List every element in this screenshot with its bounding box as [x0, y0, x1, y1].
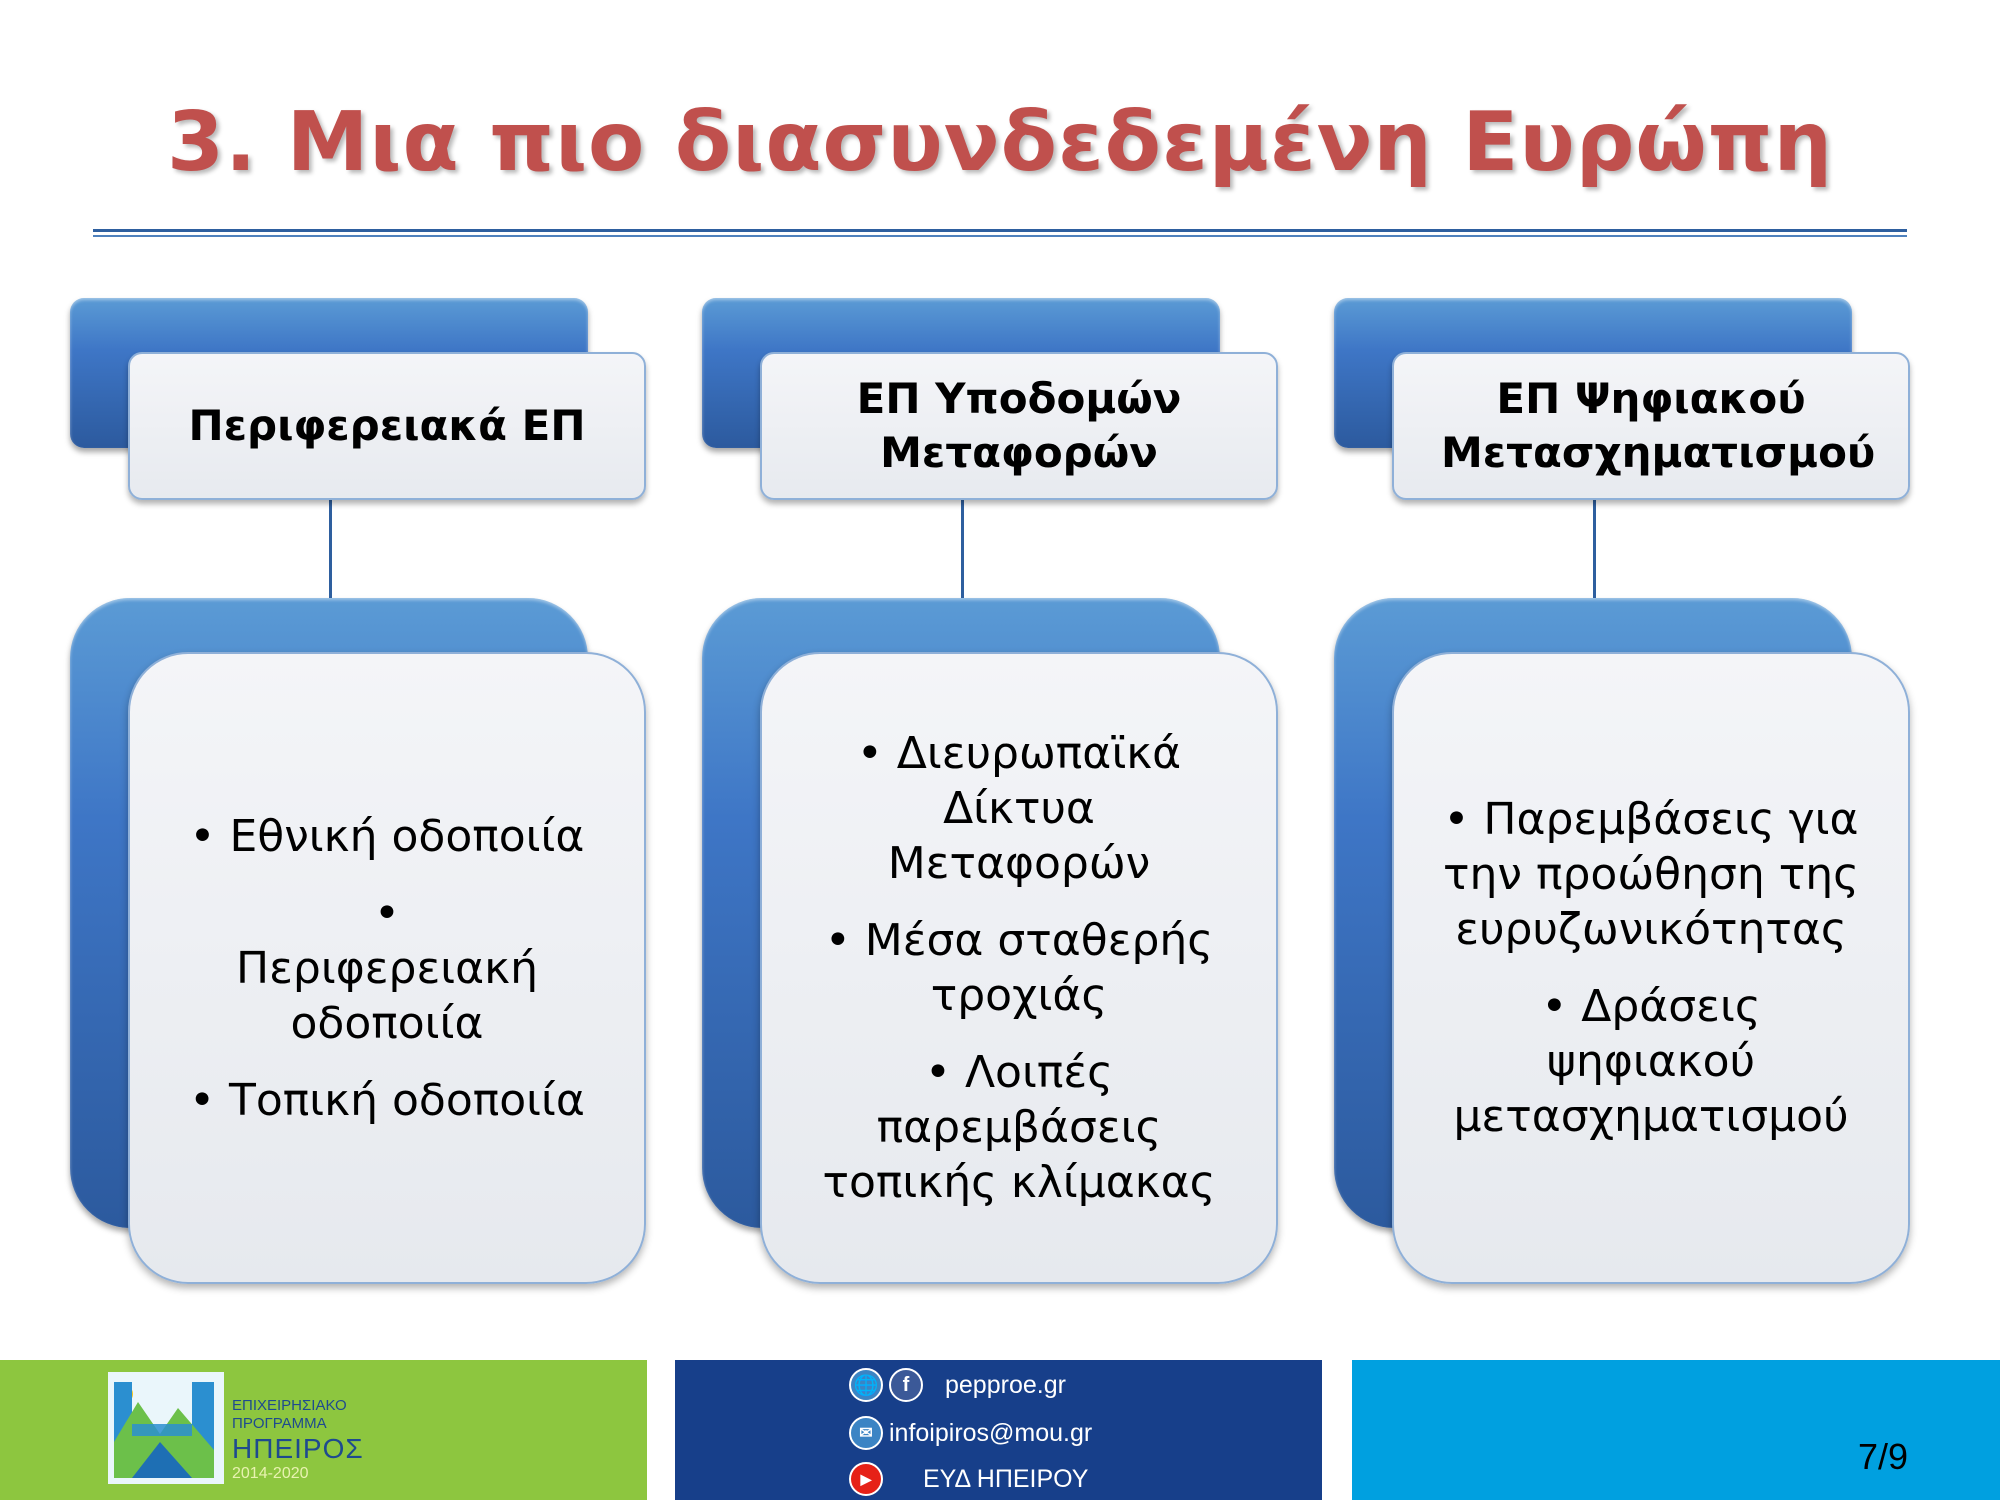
- bullet-item: • Δράσεις ψηφιακού μετασχηματισμού: [1453, 981, 1849, 1142]
- globe-icon[interactable]: 🌐: [849, 1368, 883, 1402]
- bullet-item: • Λοιπές παρεμβάσεις τοπικής κλίμακας: [822, 1047, 1216, 1208]
- column-regional: [70, 298, 650, 1293]
- column-header: [128, 352, 646, 500]
- website-link[interactable]: pepproe.gr: [945, 1370, 1066, 1399]
- column-body: [760, 652, 1278, 1284]
- mail-icon[interactable]: ✉: [849, 1416, 883, 1450]
- youtube-link[interactable]: ΕΥΔ ΗΠΕΙΡΟΥ: [923, 1464, 1089, 1493]
- program-logo-text: [232, 1397, 364, 1483]
- program-logo: [108, 1372, 224, 1484]
- connector-line: [1593, 500, 1596, 598]
- facebook-icon[interactable]: f: [889, 1368, 923, 1402]
- column-header-label: ΕΠ Ψηφιακού Μετασχηματισμού: [1441, 374, 1876, 477]
- email-row: [849, 1416, 1092, 1450]
- program-logo-graphic: [108, 1372, 224, 1484]
- column-header-label: Περιφερειακά ΕΠ: [188, 401, 586, 450]
- logo-line: ΗΠΕΙΡΟΣ: [232, 1433, 364, 1464]
- column-body: [128, 652, 646, 1284]
- bullet-item: • Εθνική οδοποιία: [189, 810, 585, 862]
- connector-line: [329, 500, 332, 598]
- column-digital: [1334, 298, 1914, 1293]
- logo-line: 2014-2020: [232, 1465, 309, 1482]
- email-link[interactable]: infoipiros@mou.gr: [889, 1418, 1093, 1447]
- website-row: [849, 1368, 1066, 1402]
- logo-line: ΠΡΟΓΡΑΜΜΑ: [232, 1415, 327, 1432]
- youtube-row: [849, 1462, 1088, 1496]
- slide-title: 3. Μια πιο διασυνδεδεμένη Ευρώπη: [167, 95, 1833, 190]
- column-header: [1392, 352, 1910, 500]
- bullet-item: • Μέσα σταθερής τροχιάς: [824, 915, 1214, 1021]
- connector-line: [961, 500, 964, 598]
- page-number: 7/9: [1858, 1436, 1909, 1477]
- bullet-item: • Παρεμβάσεις για την προώθηση της ευρυζωνικότητας: [1443, 794, 1859, 955]
- column-header: [760, 352, 1278, 500]
- bullet-item: • Τοπική οδοποιία: [189, 1074, 585, 1126]
- footer-cyan-panel: [1352, 1360, 2000, 1500]
- bullet-item: • Περιφερειακή οδοποιία: [236, 887, 538, 1049]
- bullet-item: • Διευρωπαϊκά Δίκτυα Μεταφορών: [856, 728, 1182, 889]
- logo-line: ΕΠΙΧΕΙΡΗΣΙΑΚΟ: [232, 1397, 347, 1414]
- title-divider: [93, 229, 1907, 237]
- column-body: [1392, 652, 1910, 1284]
- column-header-label: ΕΠ Υποδομών Μεταφορών: [856, 374, 1182, 477]
- youtube-icon[interactable]: ▶: [849, 1462, 883, 1496]
- column-transport: [702, 298, 1282, 1293]
